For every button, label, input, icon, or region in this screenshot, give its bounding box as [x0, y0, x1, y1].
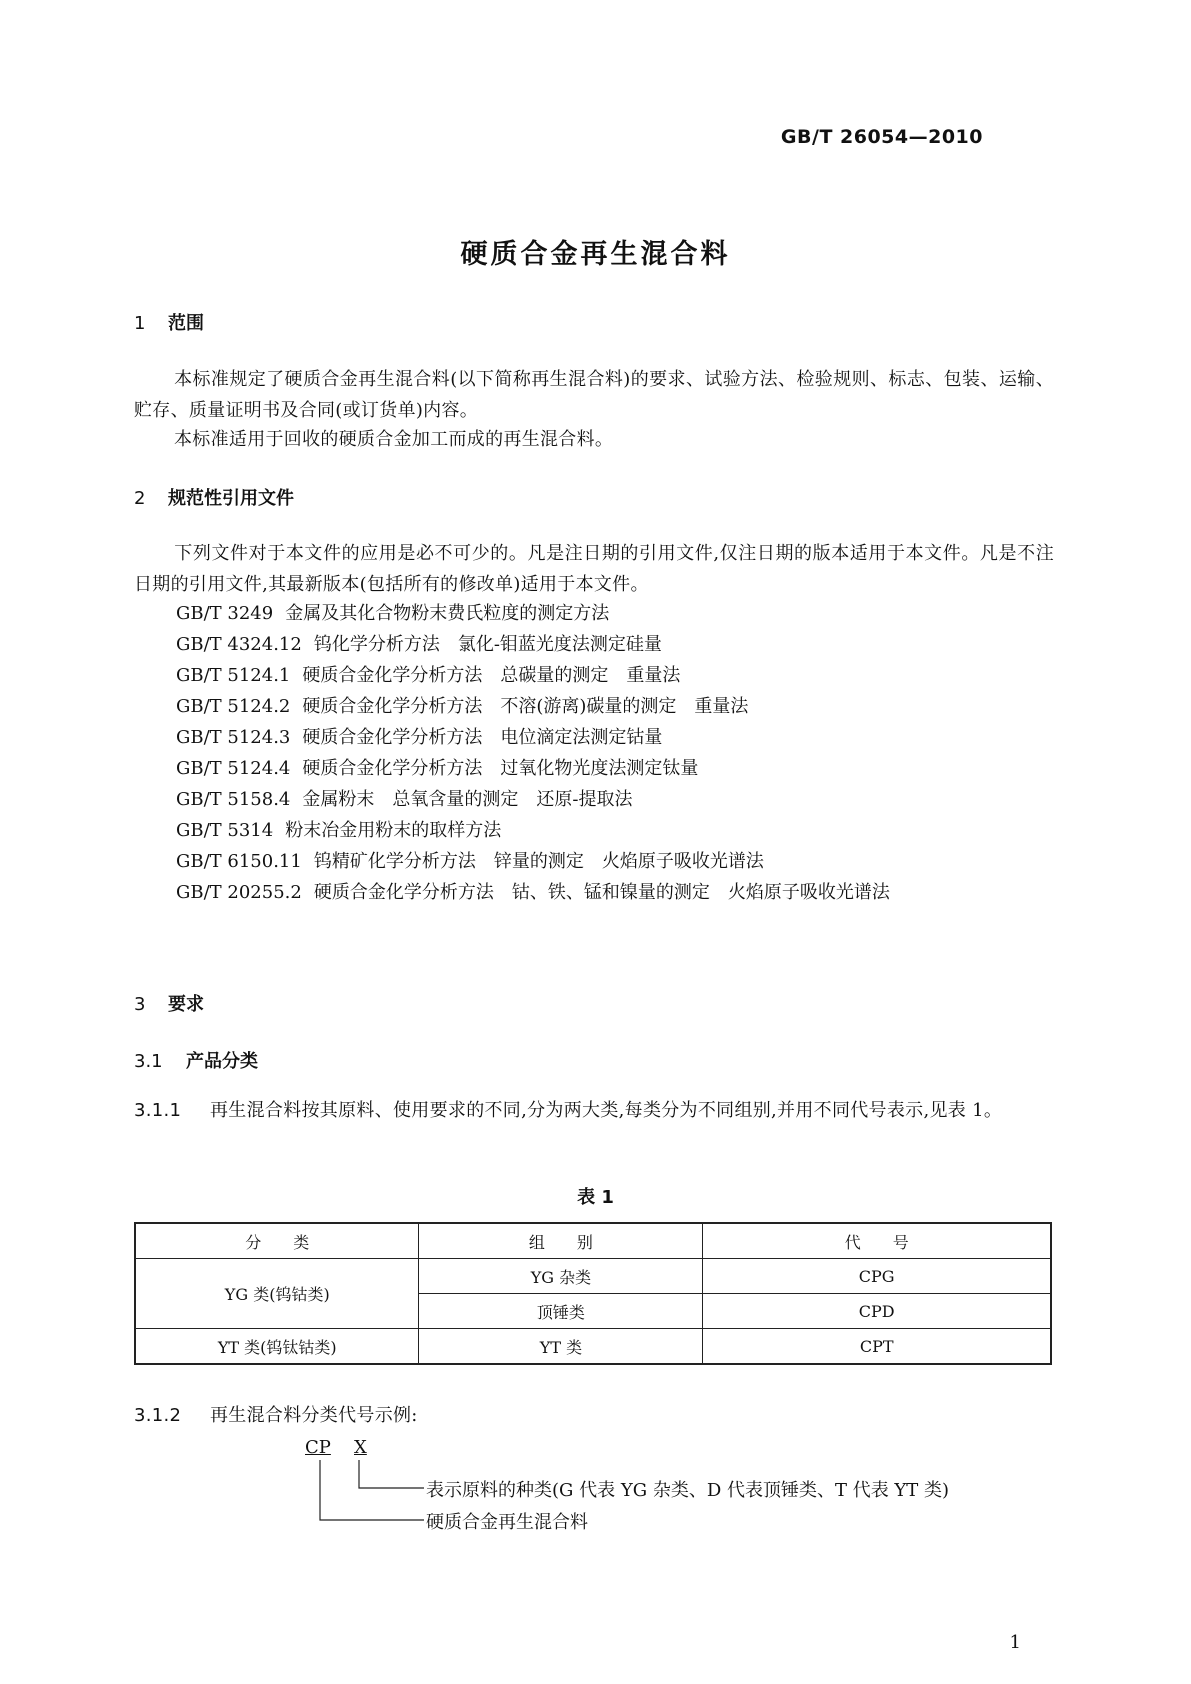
reference-title: 硬质合金化学分析方法 钴、铁、锰和镍量的测定 火焰原子吸收光谱法	[313, 882, 890, 903]
section-3-heading	[134, 990, 204, 1016]
paragraph-text: 本标准规定了硬质合金再生混合料(以下简称再生混合料)的要求、试验方法、检验规则、标志、包装、运输、贮存、质量证明书及合同(或订货单)内容。	[134, 369, 1054, 421]
reference-code: GB/T 5124.3	[176, 727, 291, 748]
table-header-cell: 分 类	[135, 1223, 419, 1259]
clause-text: 再生混合料按其原料、使用要求的不同,分为两大类,每类分为不同组别,并用不同代号表示,见表 1。	[210, 1100, 1003, 1121]
code-variable-description: 表示原料的种类(G 代表 YG 杂类、D 代表顶锤类、T 代表 YT 类)	[426, 1480, 950, 1501]
table-row	[135, 1259, 1051, 1294]
reference-code: GB/T 20255.2	[176, 882, 302, 903]
reference-title: 金属及其化合物粉末费氏粒度的测定方法	[285, 603, 610, 624]
reference-item	[176, 598, 609, 629]
clause-3-1-1	[134, 1095, 1054, 1126]
section-2-paragraph-1	[134, 538, 1054, 600]
reference-code: GB/T 6150.11	[176, 851, 302, 872]
paragraph-text: 下列文件对于本文件的应用是必不可少的。凡是注日期的引用文件,仅注日期的版本适用于本文件。凡是不注日期的引用文件,其最新版本(包括所有的修改单)适用于本文件。	[134, 543, 1054, 595]
reference-title: 硬质合金化学分析方法 过氧化物光度法测定钛量	[302, 758, 699, 779]
section-2-heading	[134, 484, 294, 510]
clause-number: 3.1.2	[134, 1405, 182, 1426]
reference-item	[176, 691, 748, 722]
reference-item	[176, 784, 632, 815]
code-prefix: CP	[305, 1437, 331, 1458]
reference-item	[176, 629, 662, 660]
reference-title: 钨精矿化学分析方法 锌量的测定 火焰原子吸收光谱法	[313, 851, 764, 872]
section-number: 1	[134, 313, 146, 334]
table-cell-group: YG 杂类	[419, 1259, 703, 1294]
table-header-row	[135, 1223, 1051, 1259]
code-variable: X	[354, 1437, 367, 1458]
reference-item	[176, 877, 890, 908]
table-header-cell: 组 别	[419, 1223, 703, 1259]
section-1-heading	[134, 309, 204, 335]
reference-title: 金属粉末 总氧含量的测定 还原-提取法	[302, 789, 633, 810]
section-title: 产品分类	[186, 1051, 258, 1072]
code-prefix-description: 硬质合金再生混合料	[426, 1512, 588, 1533]
reference-code: GB/T 3249	[176, 603, 274, 624]
clause-text: 再生混合料分类代号示例:	[210, 1405, 418, 1426]
reference-title: 硬质合金化学分析方法 不溶(游离)碳量的测定 重量法	[302, 696, 749, 717]
table-cell-category: YG 类(钨钴类)	[135, 1259, 419, 1329]
page-number: 1	[1009, 1632, 1021, 1653]
reference-item	[176, 660, 680, 691]
reference-item	[176, 815, 501, 846]
paragraph-text: 本标准适用于回收的硬质合金加工而成的再生混合料。	[174, 429, 614, 450]
section-1-paragraph-2	[134, 424, 1054, 455]
reference-title: 粉末冶金用粉末的取样方法	[285, 820, 502, 841]
section-title: 要求	[168, 994, 204, 1015]
table-cell-group: YT 类	[419, 1329, 703, 1365]
clause-3-1-2	[134, 1400, 1054, 1431]
section-title: 规范性引用文件	[168, 488, 294, 509]
reference-item	[176, 753, 698, 784]
section-number: 2	[134, 488, 146, 509]
reference-item	[176, 846, 764, 877]
section-1-paragraph-1	[134, 364, 1054, 426]
table-row	[135, 1329, 1051, 1365]
table-cell-code: CPG	[703, 1259, 1051, 1294]
reference-code: GB/T 5124.1	[176, 665, 291, 686]
reference-item	[176, 722, 662, 753]
section-title: 范围	[168, 313, 204, 334]
table-cell-category: YT 类(钨钛钴类)	[135, 1329, 419, 1365]
table-cell-code: CPT	[703, 1329, 1051, 1365]
reference-code: GB/T 4324.12	[176, 634, 302, 655]
section-number: 3.1	[134, 1051, 163, 1072]
classification-table	[134, 1222, 1052, 1365]
reference-code: GB/T 5314	[176, 820, 274, 841]
reference-code: GB/T 5124.2	[176, 696, 291, 717]
clause-number: 3.1.1	[134, 1100, 182, 1121]
table-caption: 表 1	[577, 1187, 614, 1208]
table-cell-code: CPD	[703, 1294, 1051, 1329]
code-leader-lines	[300, 1458, 430, 1538]
reference-code: GB/T 5124.4	[176, 758, 291, 779]
reference-title: 硬质合金化学分析方法 电位滴定法测定钴量	[302, 727, 663, 748]
table-header-cell: 代 号	[703, 1223, 1051, 1259]
reference-code: GB/T 5158.4	[176, 789, 291, 810]
reference-title: 硬质合金化学分析方法 总碳量的测定 重量法	[302, 665, 681, 686]
standard-code: GB/T 26054—2010	[780, 126, 983, 148]
document-title: 硬质合金再生混合料	[460, 239, 731, 270]
table-cell-group: 顶锤类	[419, 1294, 703, 1329]
reference-title: 钨化学分析方法 氯化-钼蓝光度法测定硅量	[313, 634, 662, 655]
section-3-1-heading	[134, 1047, 258, 1073]
section-number: 3	[134, 994, 146, 1015]
